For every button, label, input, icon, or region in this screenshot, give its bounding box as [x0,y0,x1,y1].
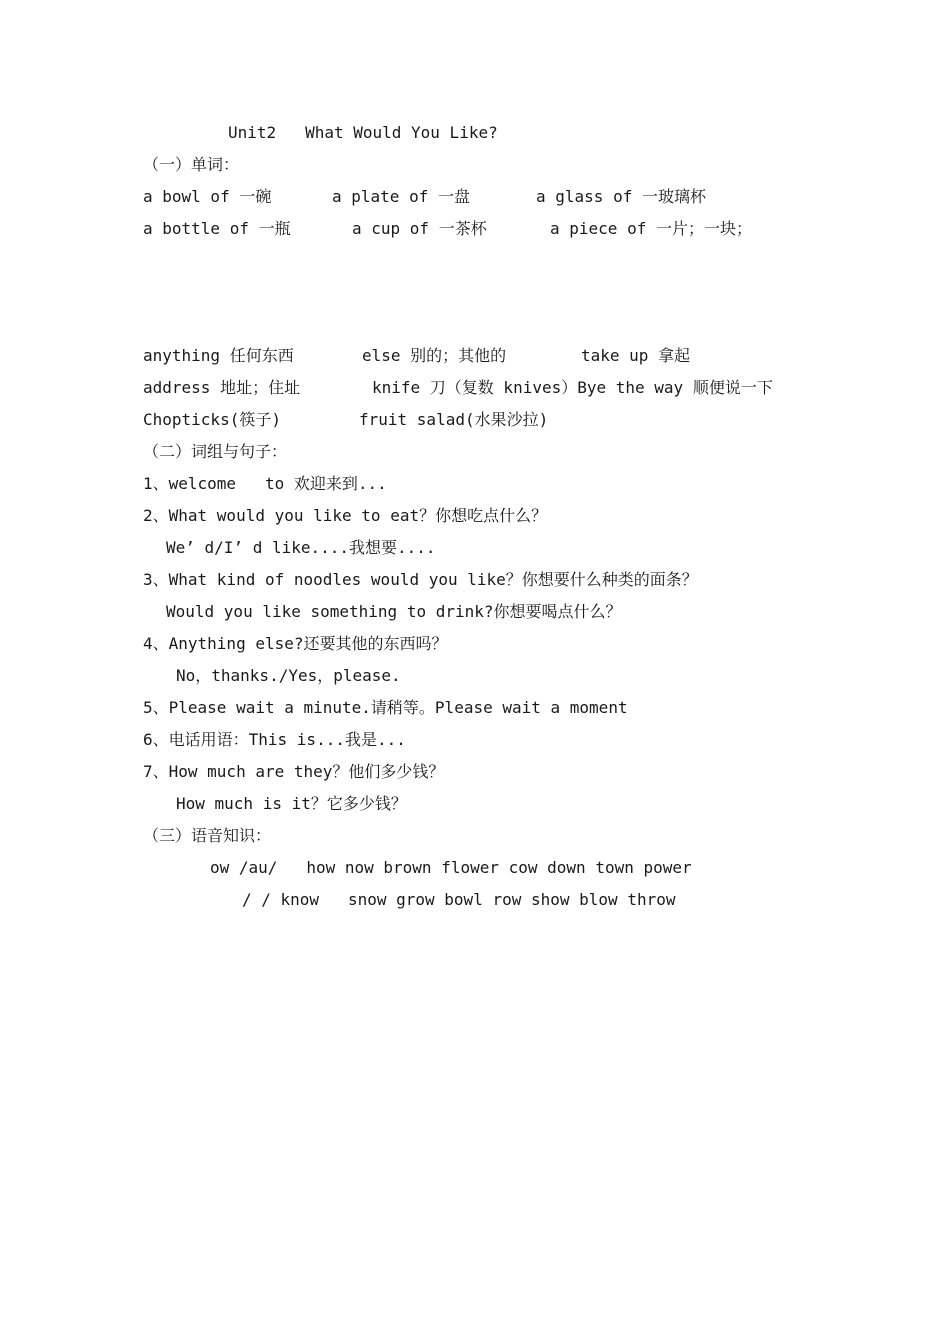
vocab-row-1 [143,187,843,207]
section-phrases-heading: （二）词组与句子： [143,442,288,461]
vocab-item: a glass of 一玻璃杯 [536,187,706,206]
vocab-item: knife 刀（复数 knives）Bye the way 顺便说一下 [372,378,773,397]
vocab-item: fruit salad(水果沙拉) [359,410,549,429]
vocab-item: a plate of 一盘 [332,187,470,206]
vocab-item: a bowl of 一碗 [143,187,272,206]
vocab-row-2 [143,219,843,239]
vocab-row-3 [143,346,843,366]
phonics-ow-au-line: ow /au/ how now brown flower cow down town power [210,858,692,877]
section-vocabulary-heading: （一）单词： [143,155,240,174]
phrase-line: 7、How much are they？他们多少钱？ [143,762,445,781]
phrase-line: 3、What kind of noodles would you like？你想要什么种类的面条？ [143,570,698,589]
vocab-item: address 地址；住址 [143,378,301,397]
vocab-item: else 别的；其他的 [362,346,507,365]
phrase-line: We’ d/I’ d like....我想要.... [166,538,436,557]
vocab-item: take up 拿起 [581,346,691,365]
section-phonics-heading: （三）语音知识： [143,826,272,845]
vocab-item: a piece of 一片；一块； [550,219,752,238]
vocab-row-5 [143,410,843,430]
phrase-line: Would you like something to drink?你想要喝点什么？ [166,602,622,621]
phrase-line: 4、Anything else?还要其他的东西吗？ [143,634,448,653]
phrase-line: No，thanks./Yes，please. [176,666,401,685]
phrase-line: 6、电话用语：This is...我是... [143,730,406,749]
phonics-ow-ou-line: / / know snow grow bowl row show blow throw [242,890,676,909]
vocab-row-4 [143,378,843,398]
vocab-item: Chopticks(筷子) [143,410,281,429]
vocab-item: a bottle of 一瓶 [143,219,291,238]
document-title: Unit2 What Would You Like? [228,123,498,142]
phrase-line: 5、Please wait a minute.请稍等。Please wait a moment [143,698,628,717]
vocab-item: anything 任何东西 [143,346,294,365]
phrase-line: 1、welcome to 欢迎来到... [143,474,387,493]
vocab-item: a cup of 一茶杯 [352,219,487,238]
phrase-line: How much is it？它多少钱？ [176,794,407,813]
phrase-line: 2、What would you like to eat？你想吃点什么？ [143,506,548,525]
